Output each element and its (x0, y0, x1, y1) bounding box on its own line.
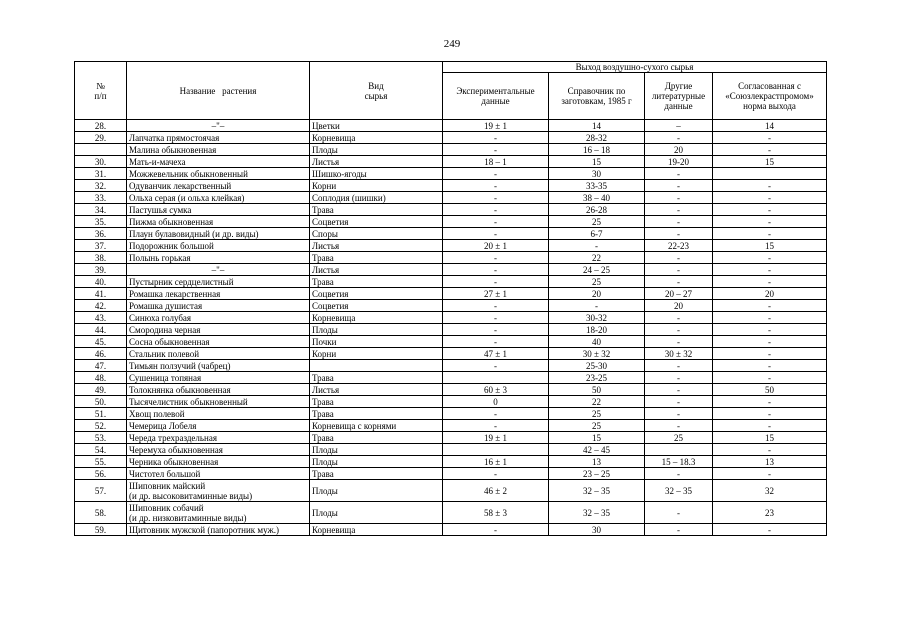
experimental-value: - (443, 360, 549, 372)
row-number: 47. (75, 360, 127, 372)
reference-value: 14 (549, 120, 645, 132)
table-row (75, 216, 827, 228)
raw-material-kind: Трава (310, 432, 443, 444)
norm-value: - (713, 312, 827, 324)
reference-value: 30 ± 32 (549, 348, 645, 360)
raw-material-kind: Трава (310, 252, 443, 264)
header-kind: Вид сырья (310, 62, 443, 120)
reference-value: 25 (549, 276, 645, 288)
reference-value: 16 – 18 (549, 144, 645, 156)
raw-material-kind: Трава (310, 276, 443, 288)
literature-value: - (645, 396, 713, 408)
row-number: 53. (75, 432, 127, 444)
table-row (75, 336, 827, 348)
header-name: Название растения (127, 62, 310, 120)
table-row (75, 168, 827, 180)
reference-value: 23-25 (549, 372, 645, 384)
raw-material-kind: Трава (310, 408, 443, 420)
page-number: 249 (443, 38, 461, 50)
literature-value: 22-23 (645, 240, 713, 252)
reference-value: 13 (549, 456, 645, 468)
row-number: 42. (75, 300, 127, 312)
raw-material-kind: Корни (310, 180, 443, 192)
plant-name: Можжевельник обыкновенный (127, 168, 310, 180)
plant-name: Плаун булавовидный (и др. виды) (127, 228, 310, 240)
experimental-value: - (443, 144, 549, 156)
reference-value: 30 (549, 168, 645, 180)
row-number: 36. (75, 228, 127, 240)
norm-value: - (713, 444, 827, 456)
row-number: 31. (75, 168, 127, 180)
norm-value: 15 (713, 432, 827, 444)
experimental-value: - (443, 468, 549, 480)
plant-name: Стальник полевой (127, 348, 310, 360)
table-row (75, 288, 827, 300)
reference-value: 40 (549, 336, 645, 348)
literature-value: - (645, 216, 713, 228)
raw-material-kind: Корневища с корнями (310, 420, 443, 432)
table-row (75, 192, 827, 204)
experimental-value: 19 ± 1 (443, 120, 549, 132)
literature-value: - (645, 468, 713, 480)
row-number: 59. (75, 524, 127, 536)
reference-value: 33-35 (549, 180, 645, 192)
reference-value: 32 – 35 (549, 480, 645, 502)
literature-value: - (645, 524, 713, 536)
header-num: № п/п (75, 62, 127, 120)
table-row (75, 276, 827, 288)
experimental-value: - (443, 180, 549, 192)
literature-value: - (645, 372, 713, 384)
raw-material-kind: Листья (310, 156, 443, 168)
experimental-value (443, 372, 549, 384)
experimental-value: - (443, 276, 549, 288)
reference-value: 18-20 (549, 324, 645, 336)
reference-value: - (549, 240, 645, 252)
plant-name: Щитовник мужской (папоротник муж.) (127, 524, 310, 536)
plant-name: Пижма обыкновенная (127, 216, 310, 228)
reference-value: 6-7 (549, 228, 645, 240)
row-number: 55. (75, 456, 127, 468)
table-row (75, 312, 827, 324)
literature-value: 20 – 27 (645, 288, 713, 300)
experimental-value: 46 ± 2 (443, 480, 549, 502)
reference-value: 22 (549, 396, 645, 408)
table-row (75, 408, 827, 420)
literature-value: - (645, 204, 713, 216)
row-number: 44. (75, 324, 127, 336)
literature-value: - (645, 502, 713, 524)
norm-value: - (713, 336, 827, 348)
raw-material-kind: Плоды (310, 502, 443, 524)
raw-material-kind: Плоды (310, 324, 443, 336)
row-number: 54. (75, 444, 127, 456)
literature-value: - (645, 360, 713, 372)
norm-value: - (713, 420, 827, 432)
raw-material-kind: Корни (310, 348, 443, 360)
row-number: 56. (75, 468, 127, 480)
plant-name: –"– (127, 264, 310, 276)
norm-value: 15 (713, 156, 827, 168)
norm-value (713, 168, 827, 180)
literature-value: - (645, 264, 713, 276)
table-row (75, 384, 827, 396)
plant-name: Лапчатка прямостоячая (127, 132, 310, 144)
experimental-value: - (443, 252, 549, 264)
row-number: 50. (75, 396, 127, 408)
table-row (75, 348, 827, 360)
plant-name: Черника обыкновенная (127, 456, 310, 468)
header-reference: Справочник по заготовкам, 1985 г (549, 73, 645, 120)
experimental-value: - (443, 228, 549, 240)
norm-value: - (713, 348, 827, 360)
plant-name: Пастушья сумка (127, 204, 310, 216)
reference-value: 42 – 45 (549, 444, 645, 456)
reference-value: 26-28 (549, 204, 645, 216)
row-number: 35. (75, 216, 127, 228)
row-number: 37. (75, 240, 127, 252)
plant-name: Полынь горькая (127, 252, 310, 264)
row-number (75, 144, 127, 156)
literature-value (645, 444, 713, 456)
experimental-value: - (443, 264, 549, 276)
reference-value: 25-30 (549, 360, 645, 372)
raw-material-kind: Плоды (310, 444, 443, 456)
norm-value: - (713, 300, 827, 312)
experimental-value: - (443, 300, 549, 312)
experimental-value: - (443, 204, 549, 216)
norm-value: 14 (713, 120, 827, 132)
row-number: 38. (75, 252, 127, 264)
plant-name: Чемерица Лобеля (127, 420, 310, 432)
raw-material-kind: Шишко-ягоды (310, 168, 443, 180)
experimental-value: 20 ± 1 (443, 240, 549, 252)
plant-name: Ромашка лекарственная (127, 288, 310, 300)
raw-material-kind: Соцветия (310, 300, 443, 312)
norm-value: - (713, 132, 827, 144)
row-number: 43. (75, 312, 127, 324)
reference-value: - (549, 300, 645, 312)
raw-material-kind: Трава (310, 468, 443, 480)
plant-name: Хвощ полевой (127, 408, 310, 420)
experimental-value: - (443, 336, 549, 348)
row-number: 57. (75, 480, 127, 502)
raw-material-kind: Листья (310, 264, 443, 276)
raw-material-kind: Цветки (310, 120, 443, 132)
table-row (75, 468, 827, 480)
experimental-value: - (443, 168, 549, 180)
raw-material-kind: Корневища (310, 524, 443, 536)
plant-name: Смородина черная (127, 324, 310, 336)
row-number: 34. (75, 204, 127, 216)
experimental-value: 27 ± 1 (443, 288, 549, 300)
raw-material-kind: Трава (310, 204, 443, 216)
raw-material-kind: Листья (310, 240, 443, 252)
plant-name: Пустырник сердцелистный (127, 276, 310, 288)
row-number: 46. (75, 348, 127, 360)
experimental-value: 47 ± 1 (443, 348, 549, 360)
table-row (75, 396, 827, 408)
row-number: 30. (75, 156, 127, 168)
norm-value: 15 (713, 240, 827, 252)
experimental-value: - (443, 192, 549, 204)
literature-value: - (645, 228, 713, 240)
raw-material-kind: Соцветия (310, 288, 443, 300)
reference-value: 25 (549, 408, 645, 420)
literature-value: - (645, 336, 713, 348)
table-row (75, 264, 827, 276)
raw-material-kind: Корневища (310, 132, 443, 144)
reference-value: 30-32 (549, 312, 645, 324)
raw-material-kind: Соцветия (310, 216, 443, 228)
table-row (75, 524, 827, 536)
literature-value: - (645, 252, 713, 264)
plant-name: Шиповник собачий (и др. низковитаминные виды) (127, 502, 310, 524)
row-number: 41. (75, 288, 127, 300)
plant-name: Толокнянка обыкновенная (127, 384, 310, 396)
raw-material-kind (310, 360, 443, 372)
norm-value: 13 (713, 456, 827, 468)
norm-value: - (713, 180, 827, 192)
plant-name: –"– (127, 120, 310, 132)
norm-value: - (713, 372, 827, 384)
experimental-value: 18 – 1 (443, 156, 549, 168)
plant-name: Чистотел большой (127, 468, 310, 480)
norm-value: - (713, 204, 827, 216)
row-number: 28. (75, 120, 127, 132)
norm-value: - (713, 276, 827, 288)
raw-material-kind: Почки (310, 336, 443, 348)
experimental-value: - (443, 324, 549, 336)
experimental-value: 0 (443, 396, 549, 408)
literature-value: 32 – 35 (645, 480, 713, 502)
plant-name: Одуванчик лекарственный (127, 180, 310, 192)
norm-value: - (713, 396, 827, 408)
literature-value: - (645, 180, 713, 192)
raw-material-kind: Корневища (310, 312, 443, 324)
row-number: 58. (75, 502, 127, 524)
literature-value: 15 – 18.3 (645, 456, 713, 468)
experimental-value (443, 444, 549, 456)
table-row (75, 156, 827, 168)
plant-name: Шиповник майский (и др. высоковитаминные виды) (127, 480, 310, 502)
table-row (75, 228, 827, 240)
norm-value: 20 (713, 288, 827, 300)
reference-value: 22 (549, 252, 645, 264)
reference-value: 38 – 40 (549, 192, 645, 204)
norm-value: 50 (713, 384, 827, 396)
experimental-value: 60 ± 3 (443, 384, 549, 396)
experimental-value: 16 ± 1 (443, 456, 549, 468)
raw-material-kind: Листья (310, 384, 443, 396)
norm-value: - (713, 216, 827, 228)
experimental-value: - (443, 420, 549, 432)
experimental-value: - (443, 408, 549, 420)
literature-value: - (645, 192, 713, 204)
plant-yield-table (74, 61, 827, 536)
row-number: 39. (75, 264, 127, 276)
row-number: 29. (75, 132, 127, 144)
plant-name: Подорожник большой (127, 240, 310, 252)
table-row (75, 456, 827, 468)
plant-name: Синюха голубая (127, 312, 310, 324)
literature-value: 19-20 (645, 156, 713, 168)
norm-value: - (713, 408, 827, 420)
norm-value: - (713, 192, 827, 204)
literature-value: - (645, 132, 713, 144)
experimental-value: - (443, 132, 549, 144)
raw-material-kind: Плоды (310, 480, 443, 502)
reference-value: 25 (549, 216, 645, 228)
norm-value: 23 (713, 502, 827, 524)
reference-value: 32 – 35 (549, 502, 645, 524)
literature-value: 20 (645, 144, 713, 156)
reference-value: 28-32 (549, 132, 645, 144)
row-number: 32. (75, 180, 127, 192)
plant-name: Сосна обыкновенная (127, 336, 310, 348)
table-row (75, 180, 827, 192)
literature-value: 30 ± 32 (645, 348, 713, 360)
plant-name: Тысячелистник обыкновенный (127, 396, 310, 408)
row-number: 40. (75, 276, 127, 288)
reference-value: 50 (549, 384, 645, 396)
table-row (75, 144, 827, 156)
raw-material-kind: Соплодия (шишки) (310, 192, 443, 204)
plant-name: Сушеница топяная (127, 372, 310, 384)
reference-value: 20 (549, 288, 645, 300)
norm-value: - (713, 360, 827, 372)
literature-value: - (645, 420, 713, 432)
table-row (75, 360, 827, 372)
table-row (75, 420, 827, 432)
row-number: 49. (75, 384, 127, 396)
table-row (75, 120, 827, 132)
plant-name: Малина обыкновенная (127, 144, 310, 156)
literature-value: 25 (645, 432, 713, 444)
raw-material-kind: Плоды (310, 456, 443, 468)
raw-material-kind: Трава (310, 372, 443, 384)
literature-value: - (645, 324, 713, 336)
norm-value: - (713, 228, 827, 240)
reference-value: 25 (549, 420, 645, 432)
experimental-value: - (443, 312, 549, 324)
norm-value: - (713, 252, 827, 264)
table-row (75, 324, 827, 336)
norm-value: 32 (713, 480, 827, 502)
norm-value: - (713, 324, 827, 336)
header-literature: Другие литературные данные (645, 73, 713, 120)
plant-name: Ольха серая (и ольха клейкая) (127, 192, 310, 204)
reference-value: 15 (549, 156, 645, 168)
reference-value: 30 (549, 524, 645, 536)
raw-material-kind: Споры (310, 228, 443, 240)
raw-material-kind: Плоды (310, 144, 443, 156)
experimental-value: - (443, 524, 549, 536)
literature-value: - (645, 408, 713, 420)
table-body (75, 120, 827, 536)
reference-value: 15 (549, 432, 645, 444)
norm-value: - (713, 264, 827, 276)
row-number: 52. (75, 420, 127, 432)
raw-material-kind: Трава (310, 396, 443, 408)
literature-value: - (645, 276, 713, 288)
header-yield-group: Выход воздушно-сухого сырья (443, 62, 827, 73)
table-row (75, 444, 827, 456)
plant-name: Мать-и-мачеха (127, 156, 310, 168)
table-row (75, 132, 827, 144)
table-row (75, 300, 827, 312)
literature-value: - (645, 312, 713, 324)
plant-name: Черемуха обыкновенная (127, 444, 310, 456)
experimental-value: - (443, 216, 549, 228)
reference-value: 24 – 25 (549, 264, 645, 276)
row-number: 33. (75, 192, 127, 204)
table-row (75, 204, 827, 216)
plant-name: Тимьян ползучий (чабрец) (127, 360, 310, 372)
table-row (75, 502, 827, 524)
literature-value: - (645, 168, 713, 180)
experimental-value: 58 ± 3 (443, 502, 549, 524)
norm-value: - (713, 144, 827, 156)
table-row (75, 432, 827, 444)
reference-value: 23 – 25 (549, 468, 645, 480)
row-number: 45. (75, 336, 127, 348)
row-number: 48. (75, 372, 127, 384)
literature-value: - (645, 384, 713, 396)
header-norm: Согласованная с «Союзлекрастпромом» норма выхода (713, 73, 827, 120)
literature-value: – (645, 120, 713, 132)
norm-value: - (713, 524, 827, 536)
table-row (75, 240, 827, 252)
plant-name: Ромашка душистая (127, 300, 310, 312)
table-row (75, 372, 827, 384)
literature-value: 20 (645, 300, 713, 312)
header-experimental: Экспериментальные данные (443, 73, 549, 120)
experimental-value: 19 ± 1 (443, 432, 549, 444)
table-row (75, 480, 827, 502)
plant-name: Череда трехраздельная (127, 432, 310, 444)
norm-value: - (713, 468, 827, 480)
table-row (75, 252, 827, 264)
row-number: 51. (75, 408, 127, 420)
